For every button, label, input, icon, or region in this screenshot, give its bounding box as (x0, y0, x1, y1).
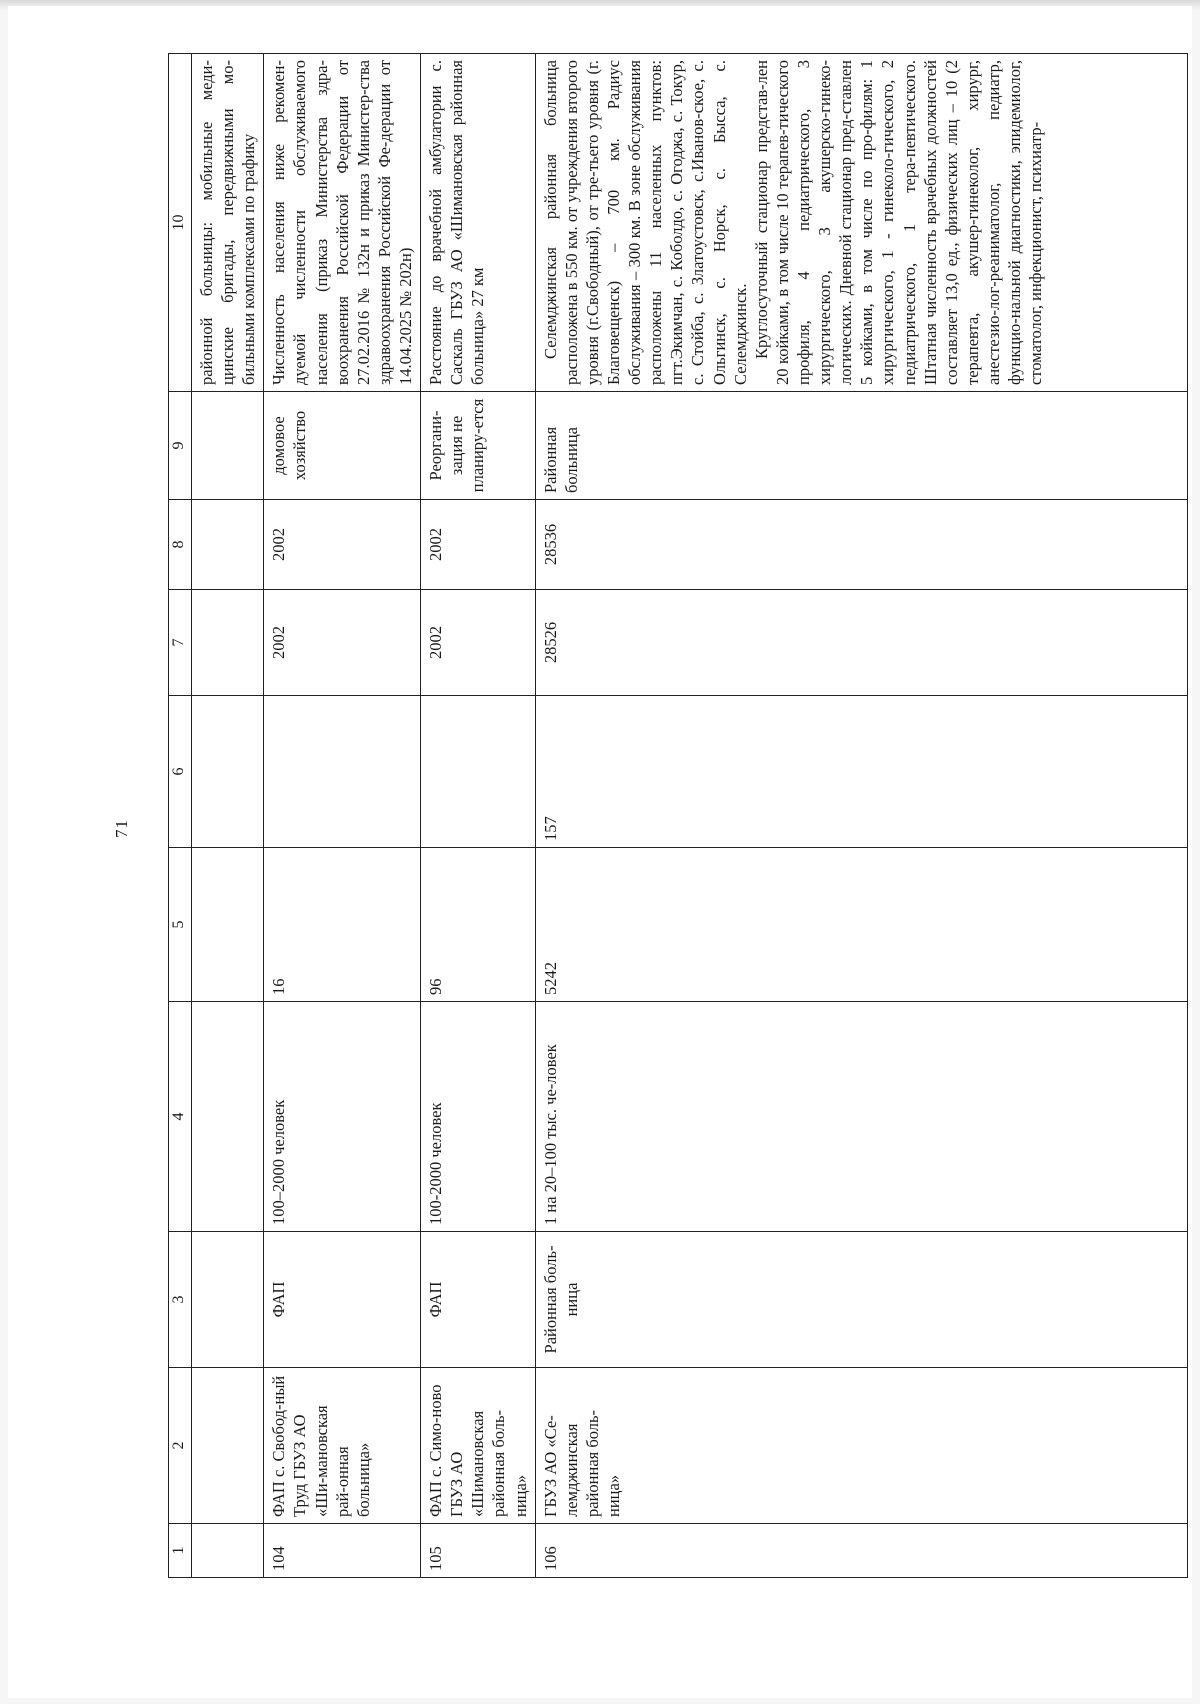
column-header: 6 (169, 696, 192, 848)
rotated-table-container (168, 54, 1188, 1578)
table-cell (192, 500, 264, 590)
column-header: 7 (169, 590, 192, 696)
column-header: 10 (169, 54, 192, 392)
facility-name: ФАП с. Симо-ново ГБУЗ АО «Шимановская районная боль-ница» (421, 1368, 536, 1524)
facility-name: ГБУЗ АО «Се-лемджинская районная боль-ница» (535, 1368, 1187, 1524)
cell-col9: Реоргани-зация не планиру-ется (421, 392, 536, 500)
cell-col10: Численность населения ниже рекомен-дуемой численности обслуживаемого населения (приказ Министерства здра-воохранения Российской Федерации от 27.02.2016 № 132н и приказ Министер-ства здравоохранения Российской Фе-дерации от 14.04.2025 № 202н) (264, 54, 421, 392)
column-header: 2 (169, 1368, 192, 1524)
table-row (535, 54, 1187, 1578)
table-cell (192, 848, 264, 1002)
continuation-row (192, 54, 264, 1578)
cell-col6 (421, 696, 536, 848)
cell-col7: 2002 (264, 590, 421, 696)
continuation-text: районной больницы: мобильные меди-цинские бригады, передвижными мо-бильными комплексами по графику (192, 54, 264, 392)
column-header: 3 (169, 1232, 192, 1368)
cell-col5: 16 (264, 848, 421, 1002)
population-norm: 1 на 20–100 тыс. че-ловек (535, 1002, 1187, 1232)
cell-col10 (535, 54, 1187, 392)
row-number: 105 (421, 1524, 536, 1578)
cell-col7: 2002 (421, 590, 536, 696)
facility-type: Районная боль-ница (535, 1232, 1187, 1368)
cell-col8: 28536 (535, 500, 1187, 590)
population-norm: 100-2000 человек (421, 1002, 536, 1232)
cell-col5: 96 (421, 848, 536, 1002)
facility-name: ФАП с. Свобод-ный Труд ГБУЗ АО «Ши-мановская рай-онная больница» (264, 1368, 421, 1524)
table-cell (192, 392, 264, 500)
row-number: 106 (535, 1524, 1187, 1578)
cell-col7: 28526 (535, 590, 1187, 696)
table-cell (192, 590, 264, 696)
table-cell (192, 1524, 264, 1578)
column-number-row (169, 54, 192, 1578)
table-cell (192, 1232, 264, 1368)
column-header: 1 (169, 1524, 192, 1578)
cell-col10: Расстояние до врачебной амбулатории с. Саскаль ГБУЗ АО «Шимановская районная больница» 27 км (421, 54, 536, 392)
column-header: 4 (169, 1002, 192, 1232)
cell-col5: 5242 (535, 848, 1187, 1002)
table-cell (192, 1002, 264, 1232)
column-header: 9 (169, 392, 192, 500)
facilities-table (168, 53, 1188, 1578)
facility-type: ФАП (421, 1232, 536, 1368)
cell-col9: домовое хозяйство (264, 392, 421, 500)
population-norm: 100–2000 человек (264, 1002, 421, 1232)
table-cell (192, 1368, 264, 1524)
table-row (264, 54, 421, 1578)
column-header: 8 (169, 500, 192, 590)
cell-col8: 2002 (421, 500, 536, 590)
cell-col9: Районная больница (535, 392, 1187, 500)
cell-col6: 157 (535, 696, 1187, 848)
facility-type: ФАП (264, 1232, 421, 1368)
page-number: 71 (112, 819, 131, 838)
table-row (421, 54, 536, 1578)
table-cell (192, 696, 264, 848)
cell-col8: 2002 (264, 500, 421, 590)
paragraph: Селемджинская районная больница расположена в 550 км. от учреждения второго уровня (г.Свободный), от тре-тьего уровня (г. Благовещенск) – 700 км. Радиус обслуживания – 300 км. В зоне обслуживания расположены 11 населенных пунктов: пгт.Экимчан, с. Коболдо, с. Огоджа, с. Токур, с. Стойба, с. Златоустовск, с.Иванов-ское, с. Ольгинск, с. Норск, с. Бысса, с. Селемджинск. (540, 60, 750, 385)
cell-col6 (264, 696, 421, 848)
row-number: 104 (264, 1524, 421, 1578)
column-header: 5 (169, 848, 192, 1002)
paragraph: Круглосуточный стационар представ-лен 20 койками, в том числе 10 терапев-тического профиля, 4 педиатрического, 3 хирургического, 3 акушерско-гинеко-логических. Дневной стационар пред-ставлен 5 койками, в том числе по про-филям: 1 хирургического, 1 - гинеколо-гического, 2 педиатрического, 1 тера-певтического. Штатная численность врачебных должностей составляет 13,0 ед., физических лиц – 10 (2 терапевта, акушер-гинеколог, хирург, анестезио-лог-реаниматолог, педиатр, функцио-нальной диагностики, эпидемиолог, стоматолог, инфекционист, психиатр- (751, 60, 1046, 385)
